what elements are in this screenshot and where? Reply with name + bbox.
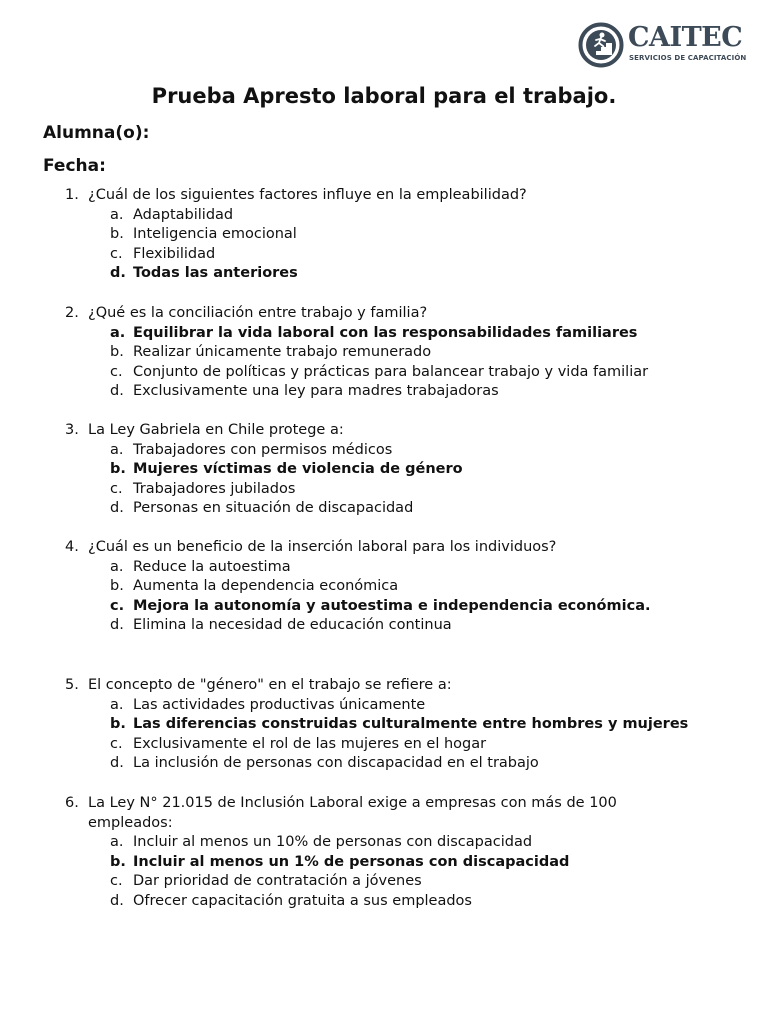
option <box>65 872 648 892</box>
question-number: 5. <box>65 677 79 693</box>
option-text: Las actividades productivas únicamente <box>133 696 426 713</box>
option-text: Conjunto de políticas y prácticas para balancear trabajo y vida familiar <box>133 363 649 380</box>
option-letter: d. <box>110 500 124 516</box>
option-letter: b. <box>110 716 126 732</box>
option <box>65 480 648 500</box>
date-label: Fecha: <box>43 156 106 176</box>
option-letter: c. <box>110 480 123 497</box>
caitec-emblem-icon <box>578 22 624 68</box>
correct-option <box>65 460 648 480</box>
option <box>65 363 648 383</box>
option-letter: a. <box>110 696 124 713</box>
option-text: Todas las anteriores <box>133 265 298 281</box>
option-text: Trabajadores con permisos médicos <box>133 441 393 458</box>
option-text: Las diferencias construidas culturalmente entre hombres y mujeres <box>133 716 689 732</box>
option <box>65 616 651 636</box>
option-letter: d. <box>110 755 124 771</box>
option-text: Personas en situación de discapacidad <box>133 500 414 516</box>
option-letter: c. <box>110 873 123 889</box>
option-text: Trabajadores jubilados <box>133 480 296 497</box>
option <box>65 382 648 402</box>
option-letter: c. <box>110 735 123 752</box>
question-item <box>65 538 651 636</box>
correct-option <box>65 264 648 284</box>
option <box>65 558 651 578</box>
option-letter: d. <box>110 617 124 633</box>
option <box>65 441 648 461</box>
option-text: Ofrecer capacitación gratuita a sus empleados <box>133 892 472 909</box>
correct-option <box>65 324 648 344</box>
option-list <box>65 441 648 519</box>
option-list <box>65 833 648 911</box>
option-list <box>65 696 688 774</box>
correct-option <box>65 715 688 735</box>
question-text: ¿Cuál de los siguientes factores influye en la empleabilidad? <box>88 187 527 203</box>
option <box>65 754 688 774</box>
option-text: Dar prioridad de contratación a jóvenes <box>133 873 422 889</box>
option-text: Aumenta la dependencia económica <box>133 578 399 594</box>
option-text: Incluir al menos un 1% de personas con discapacidad <box>133 853 570 870</box>
option-text: Incluir al menos un 10% de personas con discapacidad <box>133 834 533 850</box>
option-letter: b. <box>110 344 124 360</box>
option <box>65 499 648 519</box>
question-item <box>65 676 688 774</box>
option <box>65 577 651 597</box>
option-list <box>65 558 651 636</box>
brand-name: CAITEC <box>628 22 743 53</box>
option-letter: a. <box>110 558 124 575</box>
option-text: Inteligencia emocional <box>133 226 297 242</box>
option-text: Exclusivamente una ley para madres trabajadoras <box>133 383 499 399</box>
option-letter: a. <box>110 441 124 458</box>
question-number: 3. <box>65 422 79 438</box>
option-letter: d. <box>110 383 124 399</box>
option-letter: a. <box>110 834 124 850</box>
option-letter: c. <box>110 363 123 380</box>
option <box>65 245 648 265</box>
option-letter: b. <box>110 578 124 594</box>
option <box>65 833 648 853</box>
option <box>65 696 688 716</box>
option-text: Realizar únicamente trabajo remunerado <box>133 344 432 360</box>
question-text: La Ley N° 21.015 de Inclusión Laboral exige a empresas con más de 100 empleados: <box>88 795 617 831</box>
question-number: 4. <box>65 539 79 555</box>
option-text: La inclusión de personas con discapacidad en el trabajo <box>133 755 539 771</box>
option-text: Mejora la autonomía y autoestima e independencia económica. <box>133 597 651 614</box>
question-number: 1. <box>65 187 79 203</box>
option-list <box>65 206 648 284</box>
option <box>65 225 648 245</box>
option-letter: b. <box>110 853 126 870</box>
student-label: Alumna(o): <box>43 123 150 143</box>
option-text: Elimina la necesidad de educación continua <box>133 617 452 633</box>
question-number: 6. <box>65 795 79 811</box>
option-letter: a. <box>110 206 124 223</box>
question-item <box>65 186 648 284</box>
option <box>65 206 648 226</box>
option-letter: d. <box>110 265 126 281</box>
page-title: Prueba Apresto laboral para el trabajo. <box>151 84 617 108</box>
option-text: Mujeres víctimas de violencia de género <box>133 461 463 477</box>
question-number: 2. <box>65 305 79 321</box>
option <box>65 892 648 912</box>
question-item <box>65 421 648 519</box>
option-text: Exclusivamente el rol de las mujeres en el hogar <box>133 735 487 752</box>
question-text: ¿Qué es la conciliación entre trabajo y familia? <box>88 305 428 321</box>
question-item <box>65 794 648 911</box>
option-letter: b. <box>110 226 124 242</box>
brand-tagline: SERVICIOS DE CAPACITACIÓN <box>629 54 747 62</box>
option-letter: c. <box>110 245 123 262</box>
question-text: La Ley Gabriela en Chile protege a: <box>88 422 344 438</box>
question-text: El concepto de "género" en el trabajo se refiere a: <box>88 677 452 693</box>
correct-option <box>65 597 651 617</box>
option-text: Adaptabilidad <box>133 206 234 223</box>
option <box>65 343 648 363</box>
question-text: ¿Cuál es un beneficio de la inserción laboral para los individuos? <box>88 539 557 555</box>
option-text: Equilibrar la vida laboral con las responsabilidades familiares <box>133 324 638 341</box>
correct-option <box>65 853 648 873</box>
question-item <box>65 304 648 402</box>
option-list <box>65 324 648 402</box>
option <box>65 735 688 755</box>
option-letter: d. <box>110 892 124 909</box>
option-letter: c. <box>110 597 125 614</box>
option-text: Reduce la autoestima <box>133 558 291 575</box>
caitec-logo <box>578 20 748 70</box>
option-letter: a. <box>110 324 126 341</box>
option-text: Flexibilidad <box>133 245 216 262</box>
option-letter: b. <box>110 461 126 477</box>
